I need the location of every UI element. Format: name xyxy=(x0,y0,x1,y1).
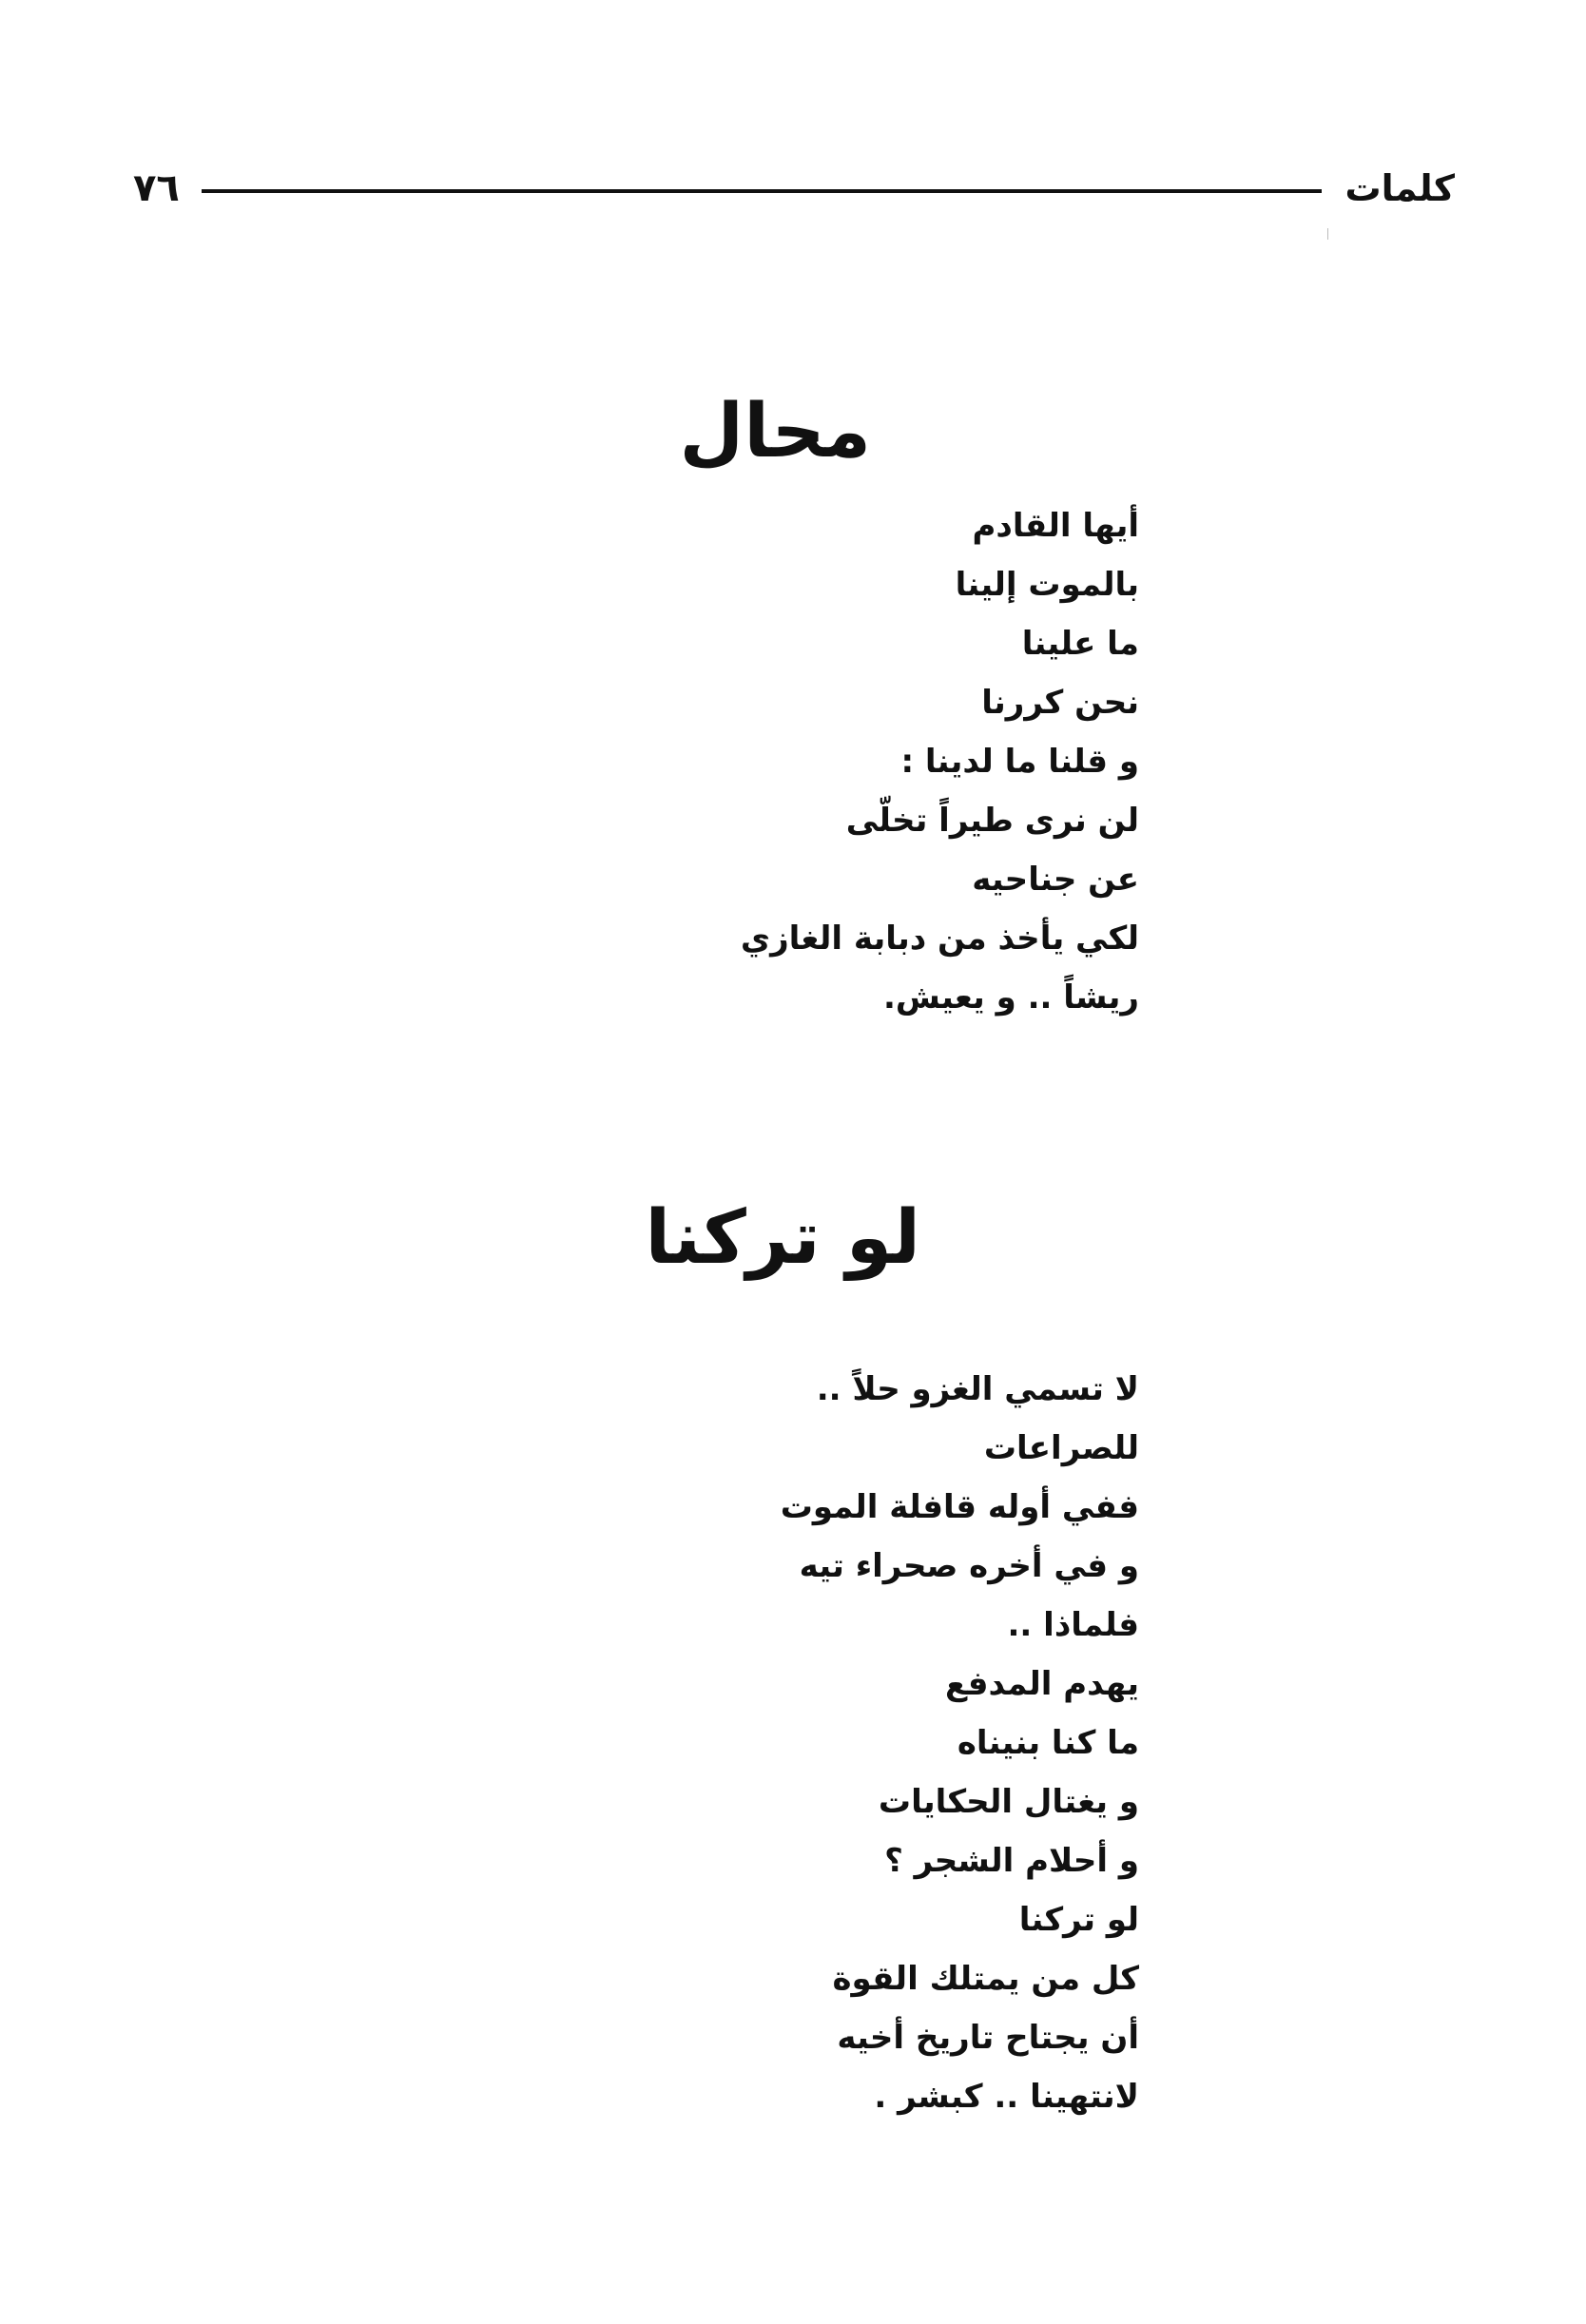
verse-line: و قلنا ما لدينا : xyxy=(900,743,1139,781)
running-title: كلمات xyxy=(1344,167,1455,209)
poem-title: محال xyxy=(679,389,871,475)
verse-line: لو تركنا xyxy=(1018,1901,1139,1939)
verse-line: لن نرى طيراً تخلّى xyxy=(845,802,1139,840)
margin-mark xyxy=(1327,228,1328,240)
header-rule xyxy=(202,189,1322,193)
verse-line: كل من يمتلك القوة xyxy=(832,1960,1139,1998)
poem-title: لو تركنا xyxy=(645,1195,920,1282)
verse-line: لكي يأخذ من دبابة الغازي xyxy=(740,920,1139,958)
poem-verses xyxy=(741,496,1139,1027)
verse-line: نحن كررنا xyxy=(981,684,1139,722)
verse-line: و أحلام الشجر ؟ xyxy=(884,1842,1139,1880)
verse-line: أيها القادم xyxy=(972,507,1139,545)
running-header xyxy=(133,160,1455,217)
verse-line: بالموت إلينا xyxy=(955,566,1139,604)
poem-verses xyxy=(781,1360,1139,2126)
verse-line: أن يجتاح تاريخ أخيه xyxy=(837,2019,1139,2057)
verse-line: يهدم المدفع xyxy=(945,1665,1139,1703)
verse-line: فلماذا .. xyxy=(1007,1606,1139,1644)
verse-line: عن جناحيه xyxy=(972,861,1139,899)
verse-line: ما كنا بنيناه xyxy=(957,1724,1139,1762)
verse-line: ما علينا xyxy=(1021,625,1139,663)
verse-line: للصراعات xyxy=(983,1429,1139,1467)
page-number: ٧٦ xyxy=(133,166,180,210)
verse-line: و في أخره صحراء تيه xyxy=(799,1547,1139,1585)
verse-line: ريشاً .. و يعيش. xyxy=(883,978,1139,1017)
verse-line: ففي أوله قافلة الموت xyxy=(780,1488,1139,1526)
verse-line: لانتهينا .. كبشر . xyxy=(874,2078,1139,2116)
verse-line: و يغتال الحكايات xyxy=(878,1783,1139,1821)
verse-line: لا تسمي الغزو حلاً .. xyxy=(816,1370,1139,1408)
